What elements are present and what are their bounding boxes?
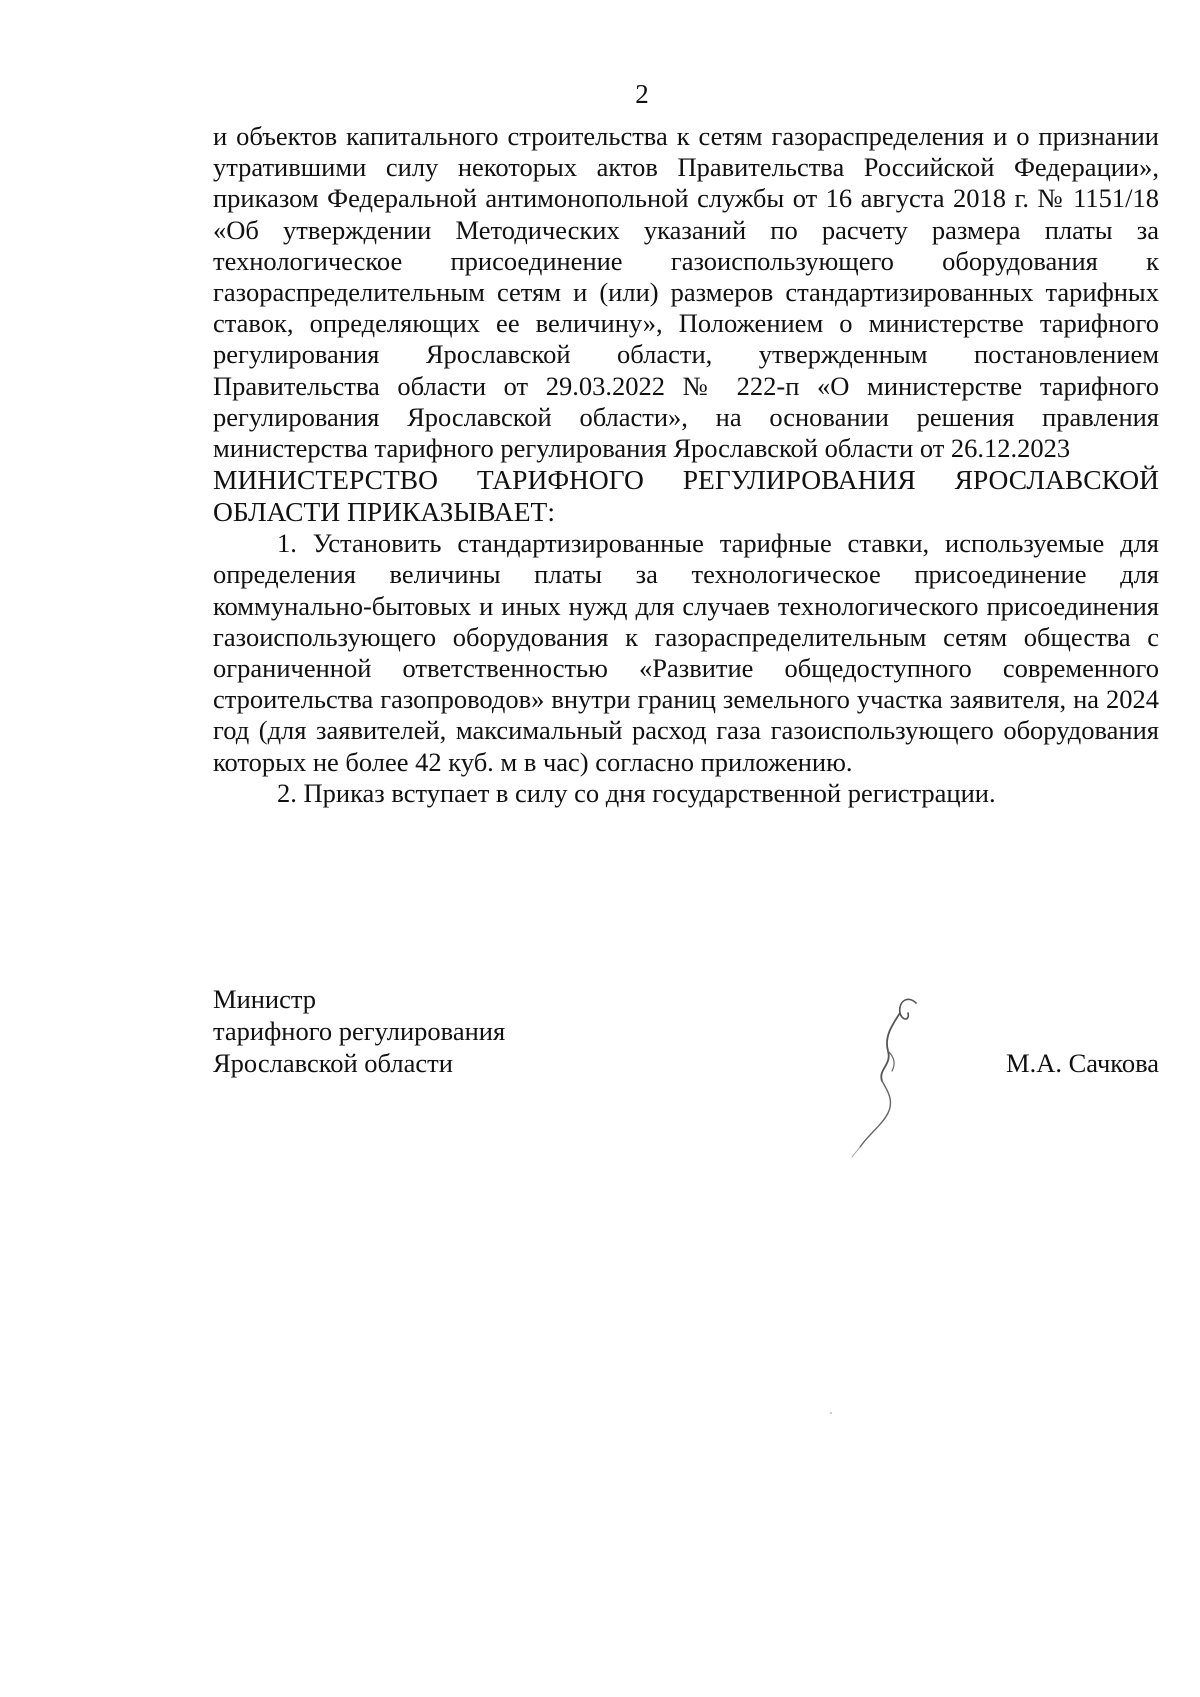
signatory-title-line-1: Министр	[213, 984, 317, 1014]
scan-speck	[830, 1412, 832, 1414]
signatory-title-line-3: Ярославской области	[213, 1048, 453, 1078]
order-item-2: 2. Приказ вступает в силу со дня государственной регистрации.	[277, 777, 996, 808]
document-body	[213, 121, 1159, 809]
order-item-1: 1. Установить стандартизированные тарифные ставки, используемые для определения величины платы за технологическое присоединение для коммунально-бытовых и иных нужд для случаев технологического присоединения газоиспользующего оборудования к газораспределительным сетям общества с ограниченной ответственностью «Развитие общедоступного современного строительства газопроводов» внутри границ земельного участка заявителя, на 2024 год (для заявителей, максимальный расход газа газоиспользующего оборудования которых не более 42 куб. м в час) согласно приложению.	[213, 528, 1159, 777]
page-number: 2	[635, 79, 649, 109]
signatory-title	[213, 983, 505, 1079]
signature-block	[213, 983, 1159, 1183]
signatory-title-line-2: тарифного регулирования	[213, 1016, 506, 1046]
signatory-name: М.А. Сачкова	[1006, 1048, 1159, 1078]
preamble-paragraph: и объектов капитального строительства к сетям газораспределения и о признании утратившими силу некоторых актов Правительства Российской Федерации», приказом Федеральной антимонопольной службы от 16 августа 2018 г. № 1151/18 «Об утверждении Методических указаний по расчету размера платы за технологическое присоединение газоиспользующего оборудования к газораспределительным сетям и (или) размеров стандартизированных тарифных ставок, определяющих ее величину», Положением о министерстве тарифного регулирования Ярославской области, утвержденным постановлением Правительства области от 29.03.2022 № 222-п «О министерстве тарифного регулирования Ярославской области», на основании решения правления министерства тарифного регулирования Ярославской области от 26.12.2023	[213, 121, 1159, 464]
order-heading: МИНИСТЕРСТВО ТАРИФНОГО РЕГУЛИРОВАНИЯ ЯРОСЛАВСКОЙ ОБЛАСТИ ПРИКАЗЫВАЕТ:	[213, 464, 1159, 528]
handwritten-signature	[848, 991, 948, 1161]
